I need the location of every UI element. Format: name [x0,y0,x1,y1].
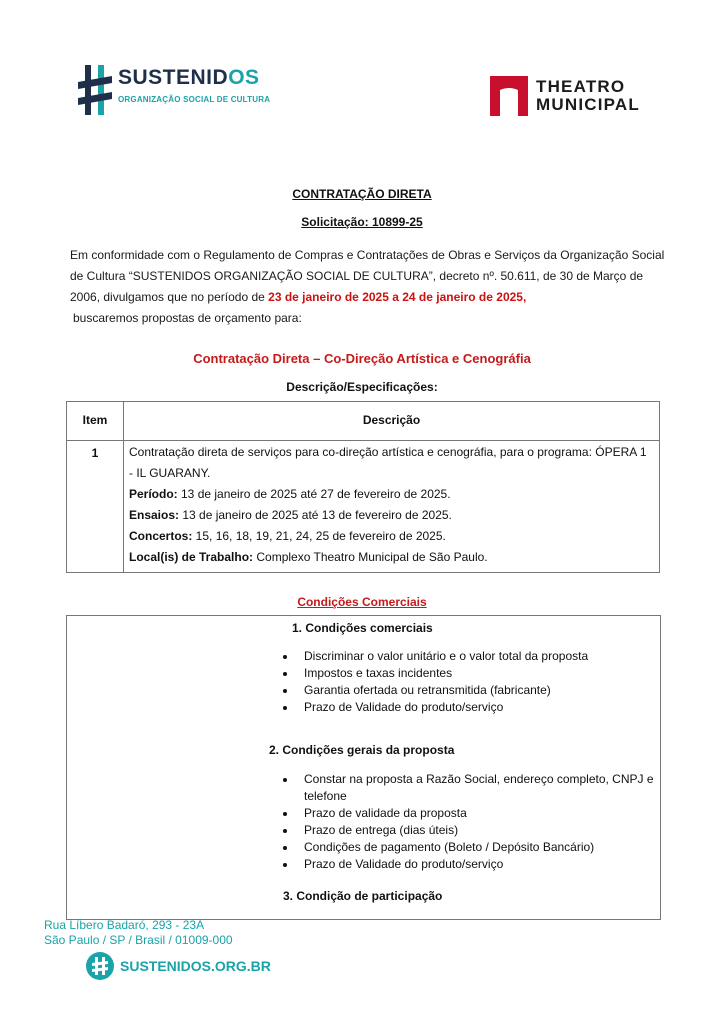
section-1-title: 1. Condições comerciais [292,621,433,635]
item-description [129,442,655,568]
item-number: 1 [91,446,99,460]
conditions-box [66,615,661,920]
concertos-row [129,526,655,547]
list-item-text: Prazo de validade da proposta [304,806,467,820]
list-item [277,771,672,805]
list-item-text: Impostos e taxas incidentes [304,666,453,680]
list-item-text: Discriminar o valor unitário e o valor total da proposta [304,649,589,663]
ensaios-label: Ensaios: [129,508,180,522]
footer-logo [86,950,271,984]
hash-logo-icon [78,62,114,118]
description-line-1: Contratação direta de serviços para co-direção artística e cenográfia, para o programa: ÓPERA 1 [129,445,647,459]
column-divider [123,402,124,572]
local-value: Complexo Theatro Municipal de São Paulo. [253,550,488,564]
sustenidos-name: SUSTENIDOS [118,66,260,89]
list-item-text: Prazo de Validade do produto/serviço [304,700,504,714]
bullet-icon [283,689,287,693]
section-2-list [277,771,672,873]
list-item-text: Garantia ofertada ou retransmitida (fabricante) [304,683,551,697]
list-item [277,856,672,873]
section-title: Contratação Direta – Co-Direção Artística e Cenográfia [193,351,531,366]
column-header-description: Descrição [362,413,421,427]
request-number: Solicitação: 10899-25 [301,215,423,229]
list-item [277,822,672,839]
bullet-icon [283,706,287,710]
local-row [129,547,655,568]
bullet-icon [283,672,287,676]
description-line-2: - IL GUARANY. [129,466,211,480]
list-item-text: Constar na proposta a Razão Social, endereço completo, CNPJ e telefone [304,772,654,803]
items-table [66,401,660,573]
periodo-value: 13 de janeiro de 2025 até 27 de fevereiro de 2025. [177,487,451,501]
list-item [277,699,672,716]
list-item [277,648,672,665]
theatro-municipal-logo [488,72,658,120]
hash-icon [86,952,114,980]
footer-site[interactable]: SUSTENIDOS.ORG.BR [120,958,271,974]
spec-heading: Descrição/Especificações: [286,380,438,394]
footer-circle-icon [86,952,114,980]
list-item [277,805,672,822]
municipal-word: MUNICIPAL [536,95,640,114]
list-item [277,839,672,856]
intro-text: Em conformidade com o Regulamento de Compras e Contratações de Obras e Serviços da Organização Social de Cultura “SUSTENIDOS ORGANIZAÇÃO SOCIAL DE CULTURA”, decreto nº. 50.611, de 30 de Março de 2006, divulgamos que no período de [70,248,665,304]
list-item [277,682,672,699]
list-item-text: Prazo de Validade do produto/serviço [304,857,504,871]
header-divider [67,440,659,441]
intro-paragraph [70,245,670,329]
ensaios-value: 13 de janeiro de 2025 até 13 de fevereiro de 2025. [179,508,452,522]
periodo-row [129,484,655,505]
document-heading: CONTRATAÇÃO DIRETA [292,187,432,201]
section-3-title: 3. Condição de participação [283,889,443,903]
bullet-icon [283,846,287,850]
intro-closing: buscaremos propostas de orçamento para: [73,311,302,325]
periodo-label: Período: [129,487,178,501]
concertos-label: Concertos: [129,529,193,543]
sustenidos-name-accent: OS [228,66,260,89]
column-header-item: Item [82,413,108,427]
ensaios-row [129,505,655,526]
theatro-word: THEATRO [536,77,626,96]
list-item-text: Condições de pagamento (Boleto / Depósito Bancário) [304,840,595,854]
section-2-title: 2. Condições gerais da proposta [269,743,455,757]
bullet-icon [283,655,287,659]
section-1-list [277,648,672,716]
theatro-arch-icon [488,74,530,118]
local-label: Local(is) de Trabalho: [129,550,254,564]
bullet-icon [283,829,287,833]
intro-period: 23 de janeiro de 2025 a 24 de janeiro de 2025, [268,290,527,304]
concertos-value: 15, 16, 18, 19, 21, 24, 25 de fevereiro de 2025. [192,529,446,543]
bullet-icon [283,863,287,867]
sustenidos-subtitle: ORGANIZAÇÃO SOCIAL DE CULTURA [118,95,271,104]
address-line-1: Rua Líbero Badaró, 293 - 23A [44,918,205,932]
bullet-icon [283,812,287,816]
list-item [277,665,672,682]
list-item-text: Prazo de entrega (dias úteis) [304,823,459,837]
address-line-2: São Paulo / SP / Brasil / 01009-000 [44,933,233,947]
sustenidos-logo [78,62,271,120]
bullet-icon [283,778,287,782]
conditions-title: Condições Comerciais [297,595,427,609]
sustenidos-wordmark [118,66,260,90]
